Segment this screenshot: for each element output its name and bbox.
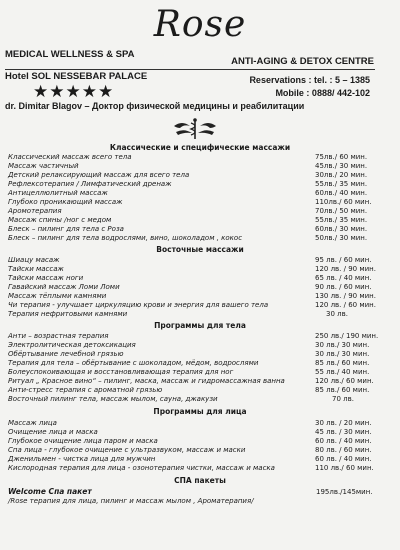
service-name: Классический массаж всего тела bbox=[8, 153, 132, 161]
service-name: Тайски массаж ноги bbox=[8, 274, 84, 282]
service-price: 30лв./ 20 мин. bbox=[315, 171, 368, 179]
service-name: Спа лица - глубокое очищение с ультразвуком, массаж и маски bbox=[8, 446, 246, 454]
service-name: Массаж частичный bbox=[8, 162, 79, 170]
list-item bbox=[8, 162, 370, 171]
header-divider bbox=[5, 69, 375, 70]
service-price: 55 лв./ 40 мин. bbox=[315, 368, 370, 376]
service-price: 90 лв. / 60 мин. bbox=[315, 283, 372, 291]
hotel-stars: ★★★★★ bbox=[33, 82, 115, 102]
list-item bbox=[8, 292, 376, 301]
service-name: Анти-стресс терапия с ароматной грязью bbox=[8, 386, 163, 394]
service-name: Массаж тёплыми камнями bbox=[8, 292, 107, 300]
list-item bbox=[8, 395, 370, 404]
service-price: 85 лв./ 60 мин. bbox=[315, 359, 370, 367]
service-price: 85 лв./ 60 мин. bbox=[315, 386, 370, 394]
service-name: Болеуспокоивающая и восстановливающая терапия для ног bbox=[8, 368, 234, 376]
service-price: 65 лв. / 40 мин. bbox=[315, 274, 372, 282]
right-subtitle: ANTI-AGING & DETOX CENTRE bbox=[231, 56, 374, 67]
service-price: 45лв./ 30 мин. bbox=[315, 162, 368, 170]
service-name: Массаж спины /ног с медом bbox=[8, 216, 112, 224]
service-name: Ритуал „ Красное вино“ – пилинг, маска, массаж и гидромассажная ванна bbox=[8, 377, 285, 385]
service-price: 60лв./ 30 мин. bbox=[315, 225, 368, 233]
service-name: Блеск – пилинг для тела с Роза bbox=[8, 225, 124, 233]
service-name: Обёртывание лечебной грязью bbox=[8, 350, 124, 358]
section-heading-classic: Классические и специфические массажи bbox=[109, 143, 291, 152]
list-item bbox=[8, 216, 370, 225]
package-title: Welcome Спа пакет bbox=[8, 487, 92, 496]
service-price: 110лв./ 60 мин. bbox=[315, 198, 372, 206]
service-name: Дженильмен - чистка лица для мужчин bbox=[8, 455, 156, 463]
list-item bbox=[8, 265, 376, 274]
service-name: Электролитическая детоксикация bbox=[8, 341, 136, 349]
service-name: Терапия для тела – обёртывание с шоколадом, мёдом, водрослями bbox=[8, 359, 259, 367]
service-price: 30 лв. / 20 мин. bbox=[315, 419, 372, 427]
list-item bbox=[8, 446, 370, 455]
doctor-line: dr. Dimitar Blagov – Доктор физической медицины и реабилитации bbox=[5, 101, 305, 111]
list-item bbox=[8, 189, 370, 198]
package-price: 195лв./145мин. bbox=[316, 488, 373, 496]
section-heading-body: Программы для тела bbox=[154, 321, 246, 330]
section-heading-spa-packages: СПА пакеты bbox=[174, 476, 226, 485]
list-item bbox=[8, 301, 376, 310]
service-name: Чи терапия - улучшает циркуляцию крови и энергия для вашего тела bbox=[8, 301, 269, 309]
list-item bbox=[8, 368, 370, 377]
service-price: 130 лв. / 90 мин. bbox=[315, 292, 376, 300]
service-name: Рефлексотерапия / Лимфатический дренаж bbox=[8, 180, 172, 188]
service-name: Детский релаксирующий массаж для всего тела bbox=[8, 171, 190, 179]
service-price: 120 лв. / 90 мин. bbox=[315, 265, 376, 273]
service-price: 30 лв./ 30 мин. bbox=[315, 350, 370, 358]
service-price: 60 лв. / 40 мин. bbox=[315, 437, 372, 445]
service-name: Терапия нефритовыми камнями bbox=[8, 310, 128, 318]
service-name: Глубоко проникающий массаж bbox=[8, 198, 123, 206]
service-name: Восточный пилинг тела, массаж мылом, сауна, джакузи bbox=[8, 395, 218, 403]
service-price: 55лв./ 35 мин. bbox=[315, 180, 368, 188]
service-price: 70лв./ 50 мин. bbox=[315, 207, 368, 215]
service-price: 50лв./ 30 мин. bbox=[315, 234, 368, 242]
service-name: Аромотерапия bbox=[8, 207, 62, 215]
list-item bbox=[8, 428, 370, 437]
service-price: 70 лв. bbox=[332, 395, 354, 403]
list-item bbox=[8, 153, 370, 162]
list-item bbox=[8, 419, 370, 428]
list-item bbox=[8, 437, 370, 446]
service-price: 45 лв. / 30 мин. bbox=[315, 428, 372, 436]
list-item bbox=[8, 234, 370, 243]
reservations-phone: Reservations : tel. : 5 – 1385 bbox=[249, 75, 370, 85]
list-item bbox=[8, 310, 370, 319]
service-name: Блеск – пилинг для тела водрослями, вино, шоколадом , кокос bbox=[8, 234, 243, 242]
service-price: 55лв./ 35 мин. bbox=[315, 216, 368, 224]
service-price: 120 лв./ 60 мин. bbox=[315, 377, 374, 385]
service-price: 120 лв. / 60 мин. bbox=[315, 301, 376, 309]
service-price: 30 лв. bbox=[326, 310, 348, 318]
list-item bbox=[8, 225, 370, 234]
service-price: 30 лв./ 30 мин. bbox=[315, 341, 370, 349]
list-item bbox=[8, 359, 370, 368]
hotel-name: Hotel SOL NESSEBAR PALACE bbox=[5, 71, 148, 82]
package-description: /Rose терапия для лица, пилинг и массаж мылом , Аромaтерапия/ bbox=[8, 497, 254, 505]
list-item bbox=[8, 341, 370, 350]
list-item bbox=[8, 283, 370, 292]
section-heading-face: Программы для лица bbox=[153, 407, 247, 416]
service-name: Шиацу масаж bbox=[8, 256, 60, 264]
service-name: Очищение лица и маска bbox=[8, 428, 98, 436]
caduceus-emblem-icon bbox=[172, 118, 218, 140]
list-item bbox=[8, 464, 374, 473]
service-name: Антицеллюлитный массаж bbox=[8, 189, 108, 197]
list-item bbox=[8, 171, 370, 180]
service-price: 60 лв. / 40 мин. bbox=[315, 455, 372, 463]
service-price: 250 лв./ 190 мин. bbox=[315, 332, 379, 340]
list-item bbox=[8, 350, 370, 359]
service-price: 110 лв./ 60 мин. bbox=[315, 464, 374, 472]
service-price: 80 лв. / 60 мин. bbox=[315, 446, 372, 454]
section-heading-eastern: Восточные массажи bbox=[156, 245, 244, 254]
service-name: Анти – возрастная терапия bbox=[8, 332, 109, 340]
service-name: Глубокое очищение лица паром и маска bbox=[8, 437, 158, 445]
list-item bbox=[8, 256, 370, 265]
service-name: Массаж лица bbox=[8, 419, 57, 427]
service-price: 75лв./ 60 мин. bbox=[315, 153, 368, 161]
service-name: Кислородная терапия для лица - озонотерапия чистки, массаж и маска bbox=[8, 464, 275, 472]
left-subtitle: MEDICAL WELLNESS & SPA bbox=[5, 49, 135, 60]
list-item bbox=[8, 180, 370, 189]
service-name: Тайски массаж bbox=[8, 265, 64, 273]
list-item bbox=[8, 386, 370, 395]
service-price: 60лв./ 40 мин. bbox=[315, 189, 368, 197]
rose-logo: Rose bbox=[153, 4, 247, 45]
mobile-phone: Mobile : 0888/ 442-102 bbox=[275, 88, 370, 98]
list-item bbox=[8, 207, 370, 216]
list-item bbox=[8, 455, 370, 464]
list-item bbox=[8, 198, 370, 207]
list-item bbox=[8, 332, 379, 341]
service-price: 95 лв. / 60 мин. bbox=[315, 256, 372, 264]
service-name: Гавайский массаж Ломи Ломи bbox=[8, 283, 120, 291]
list-item bbox=[8, 377, 374, 386]
list-item bbox=[8, 274, 370, 283]
